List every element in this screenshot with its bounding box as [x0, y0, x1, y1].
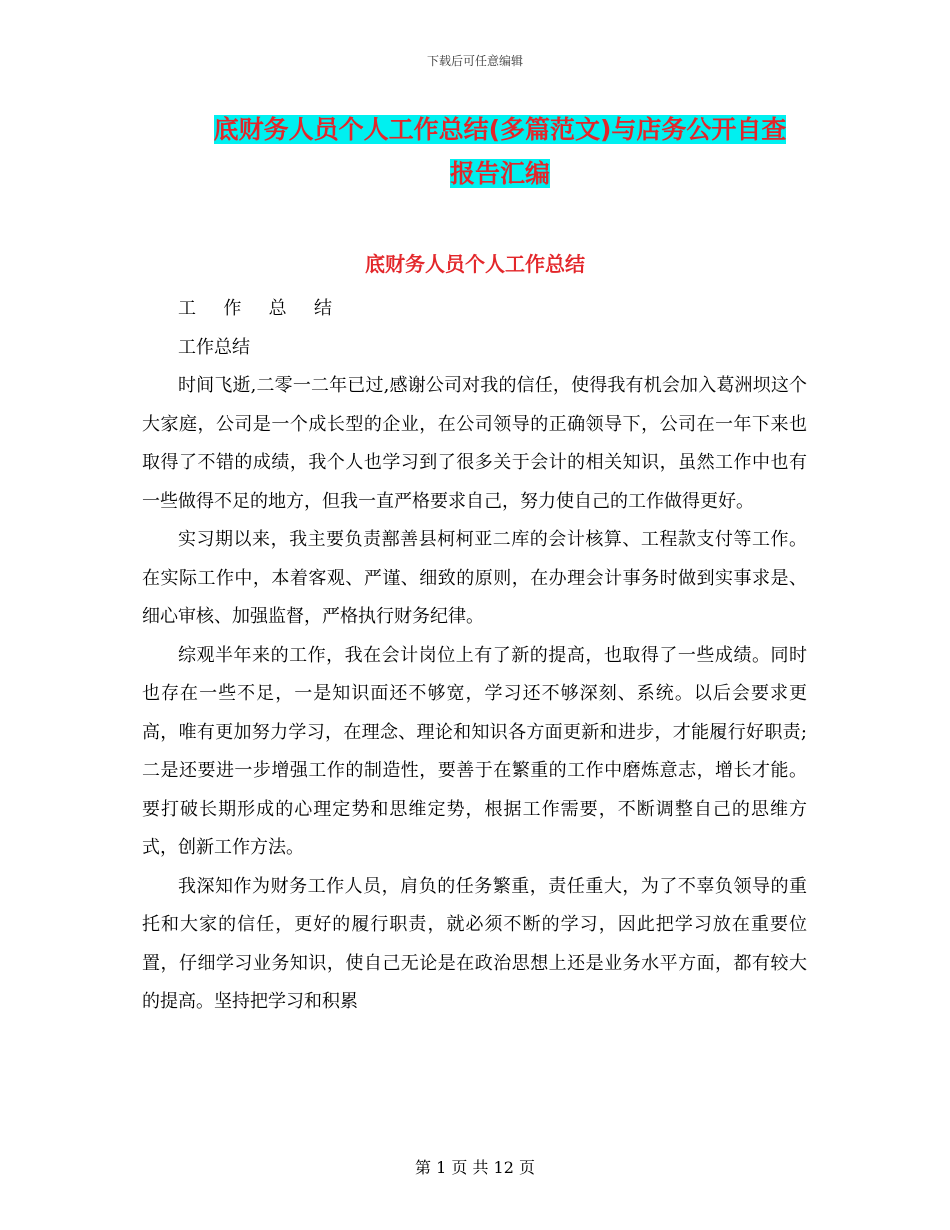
- page-footer: 第 1 页 共 12 页: [415, 1158, 535, 1177]
- paragraph: 工作总结: [178, 336, 250, 358]
- document-title-line-1: 底财务人员个人工作总结(多篇范文)与店务公开自查: [213, 115, 787, 144]
- header-note: 下载后可任意编辑: [426, 54, 523, 68]
- document-title: [150, 108, 850, 196]
- paragraph: 时间飞逝,二零一二年已过,感谢公司对我的信任，使得我有机会加入葛洲坝这个大家庭，公司是一个成长型的企业，在公司领导的正确领导下，公司在一年下来也取得了不错的成绩，我个人也学习到了很多关于会计的相关知识，虽然工作中也有一些做得不足的地方，但我一直严格要求自己，努力使自己的工作做得更好。: [142, 375, 807, 512]
- document-title-line-2: 报告汇编: [449, 159, 550, 188]
- paragraph: 实习期以来，我主要负责鄯善县柯柯亚二库的会计核算、工程款支付等工作。在实际工作中，本着客观、严谨、细致的原则，在办理会计事务时做到实事求是、细心审核、加强监督，严格执行财务纪律。: [142, 529, 807, 627]
- paragraph: 工 作 总 结: [178, 298, 343, 319]
- document-body: [142, 290, 807, 1022]
- section-title: 底财务人员个人工作总结: [365, 252, 585, 276]
- paragraph: 我深知作为财务工作人员，肩负的任务繁重，责任重大，为了不辜负领导的重托和大家的信任，更好的履行职责，就必须不断的学习，因此把学习放在重要位置，仔细学习业务知识，使自己无论是在政治思想上还是业务水平方面，都有较大的提高。坚持把学习和积累: [142, 875, 807, 1012]
- paragraph: 综观半年来的工作，我在会计岗位上有了新的提高，也取得了一些成绩。同时也存在一些不足，一是知识面还不够宽，学习还不够深刻、系统。以后会要求更高，唯有更加努力学习，在理念、理论和知识各方面更新和进步，才能履行好职责;二是还要进一步增强工作的制造性，要善于在繁重的工作中磨炼意志，增长才能。要打破长期形成的心理定势和思维定势，根据工作需要，不断调整自己的思维方式，创新工作方法。: [142, 644, 807, 858]
